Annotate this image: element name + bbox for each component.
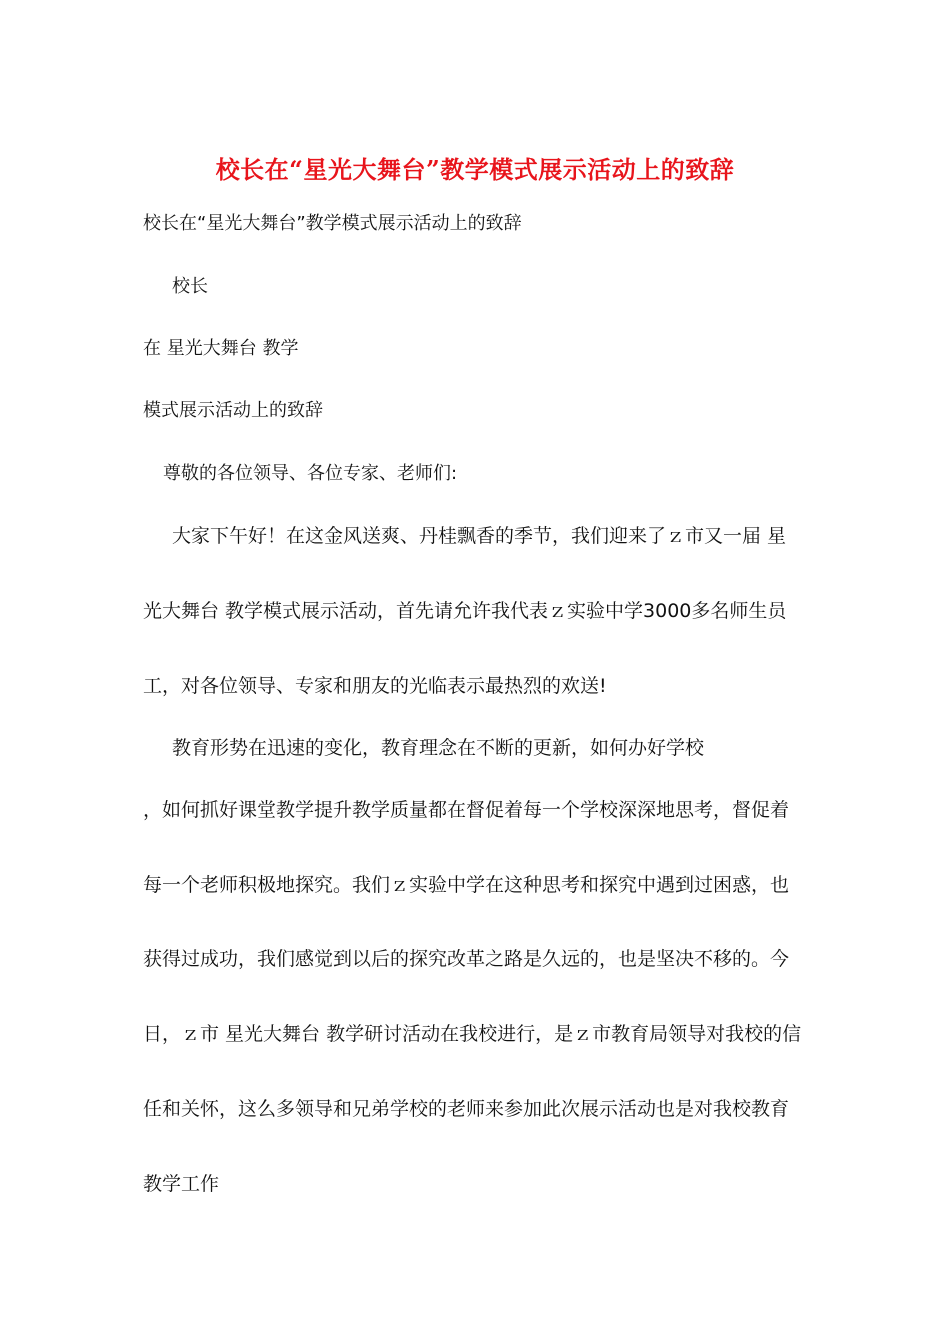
paragraph-line: 光大舞台 教学模式展示活动，首先请允许我代表ｚ实验中学3000多名师生员	[143, 600, 787, 622]
title-fragment-2: 模式展示活动上的致辞	[143, 400, 323, 421]
paragraph-line: 教育形势在迅速的变化，教育理念在不断的更新，如何办好学校	[172, 737, 705, 759]
salutation: 尊敬的各位领导、各位专家、老师们:	[163, 463, 458, 484]
paragraph-line: 任和关怀，这么多领导和兄弟学校的老师来参加此次展示活动也是对我校教育	[143, 1098, 790, 1120]
author-line: 校长	[172, 276, 208, 297]
paragraph-line: 获得过成功，我们感觉到以后的探究改革之路是久远的，也是坚决不移的。今	[143, 948, 790, 970]
subtitle: 校长在“星光大舞台”教学模式展示活动上的致辞	[143, 213, 522, 234]
paragraph-line: ，如何抓好课堂教学提升教学质量都在督促着每一个学校深深地思考，督促着	[143, 799, 790, 821]
paragraph-line: 每一个老师积极地探究。我们ｚ实验中学在这种思考和探究中遇到过困惑，也	[143, 874, 790, 896]
page-title: 校长在“星光大舞台”教学模式展示活动上的致辞	[215, 155, 735, 184]
paragraph-line: 日，ｚ市 星光大舞台 教学研讨活动在我校进行，是ｚ市教育局领导对我校的信	[143, 1023, 802, 1045]
paragraph-line: 工，对各位领导、专家和朋友的光临表示最热烈的欢送!	[143, 675, 607, 697]
paragraph-line: 大家下午好！在这金风送爽、丹桂飘香的季节，我们迎来了ｚ市又一届 星	[172, 525, 787, 547]
title-fragment-1: 在 星光大舞台 教学	[143, 338, 299, 359]
paragraph-line: 教学工作	[143, 1173, 220, 1195]
